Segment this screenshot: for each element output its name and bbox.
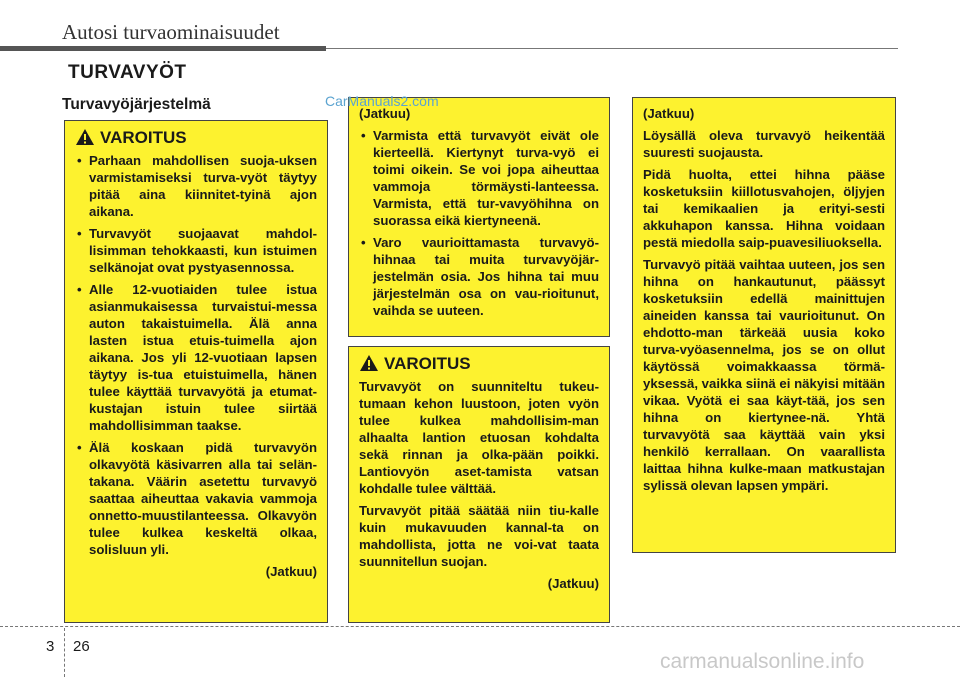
- header-divider: [326, 48, 898, 49]
- list-item: • Älä koskaan pidä turvavyön olkavyötä käsivarren alla tai seläntakana. Väärin asetettu turvavyö saattaa aiheuttaa vakavia vammoja onnetto-muustilanteessa. Olkavyön tulee kulkea keskeltä olkaa, solisluun yli.: [75, 439, 317, 558]
- list-item: • Varo vaurioittamasta turvavyö-hihnaa tai muita turvavyöjär-jestelmän osia. Jos hihna tai muu järjestelmän osa on vau-rioitunut, vaihda se uuteen.: [359, 234, 599, 319]
- warning-box-1: [64, 120, 328, 623]
- warning-icon: [75, 128, 95, 146]
- warning-header: [359, 354, 599, 372]
- chapter-number: 3: [46, 638, 55, 655]
- header-bar: [0, 46, 326, 51]
- list-item: • Parhaan mahdollisen suoja-uksen varmistamiseksi turva-vyöt täytyy pitää aina kiinnitet-tyinä ajon aikana.: [75, 152, 317, 220]
- warning-list: [359, 127, 599, 319]
- footer-vertical-divider: [64, 628, 65, 677]
- list-item: • Varmista että turvavyöt eivät ole kierteellä. Kiertynyt turva-vyö ei toimi oikein. Se voi jopa aiheuttaa vammoja törmäysti-lanteessa. Varmista, että tur-vavyöhihna on suorassa eikä kiertyneenä.: [359, 127, 599, 229]
- paragraph: Pidä huolta, ettei hihna pääse kosketuksiin kiillotusvahojen, öljyjen tai kemikaalien ja erityi-sesti akkuhapon kanssa. Hihna voidaan pestä miedolla saip-puavesiliuoksella.: [643, 167, 885, 250]
- continued-header: (Jatkuu): [643, 106, 695, 121]
- header-title: Autosi turvaominaisuudet: [62, 20, 280, 44]
- continued-label: (Jatkuu): [547, 576, 599, 591]
- warning-icon: [359, 354, 379, 372]
- warning-box-2: [348, 97, 610, 337]
- list-item: • Alle 12-vuotiaiden tulee istua asianmukaisessa turvaistui-messa auton takaistuimella. Älä anna lasten istua etuis-tuimella ajon aikana. Jos yli 12-vuotiaan lapsen täytyy is-tua etuistuimella, hänen tulee käyttää turvavyötä ja etumat-kustajan istuin tulee siirtää mahdollisimman taakse.: [75, 281, 317, 434]
- section-title: TURVAVYÖT: [68, 62, 187, 83]
- paragraph: Turvavyöt pitää säätää niin tiu-kalle kuin mukavuuden kannal-ta on mahdollista, jotta ne voi-vat taata suunnitellun suojan.: [359, 503, 599, 569]
- list-item: • Turvavyöt suojaavat mahdol-lisimman tehokkaasti, kun istuimen selkänojat ovat pystyasennossa.: [75, 225, 317, 276]
- warning-box-3: [348, 346, 610, 623]
- paragraph: Turvavyöt on suunniteltu tukeu-tumaan kehon luustoon, joten vyön tulee kulkea mahdollisim-man alhaalta lantion etuosan kohdalta sekä rinnan ja olka-pään poikki. Lantiovyön aset-tamista vatsan kohdalle tulee välttää.: [359, 379, 599, 496]
- watermark-top: CarManuals2.com: [325, 93, 439, 109]
- warning-title: VAROITUS: [100, 127, 187, 147]
- continued-label: (Jatkuu): [265, 564, 317, 579]
- page-number: 26: [73, 638, 90, 655]
- warning-title: VAROITUS: [384, 353, 471, 373]
- watermark-bottom: carmanualsonline.info: [660, 650, 865, 673]
- paragraph: Turvavyö pitää vaihtaa uuteen, jos sen hihna on hankautunut, päässyt kosketuksiin edellä mainittujen aineiden kanssa tai vaurioitunut. On ehdotto-man tärkeää uusia koko turva-vyöasennelma, jos se on ollut käytössä voimakkaassa törmä-yksessä, vaikka siinä ei näkyisi mitään vikaa. Vyötä ei saa käyt-tää, jos sen hihna on kiertynee-nä. Yhtä turvavyötä saa käyttää vain yksi henkilö kerrallaan. On vaarallista laittaa hihna kulke-maan matkustajan sylissä olevan lapsen ympäri.: [643, 257, 885, 493]
- warning-list: [75, 152, 317, 558]
- warning-box-4: [632, 97, 896, 553]
- section-subtitle: Turvavyöjärjestelmä: [62, 96, 211, 113]
- warning-header: [75, 128, 317, 146]
- footer-divider: [0, 626, 960, 627]
- paragraph: Löysällä oleva turvavyö heikentää suuresti suojausta.: [643, 128, 885, 160]
- continued-header: (Jatkuu): [359, 106, 411, 121]
